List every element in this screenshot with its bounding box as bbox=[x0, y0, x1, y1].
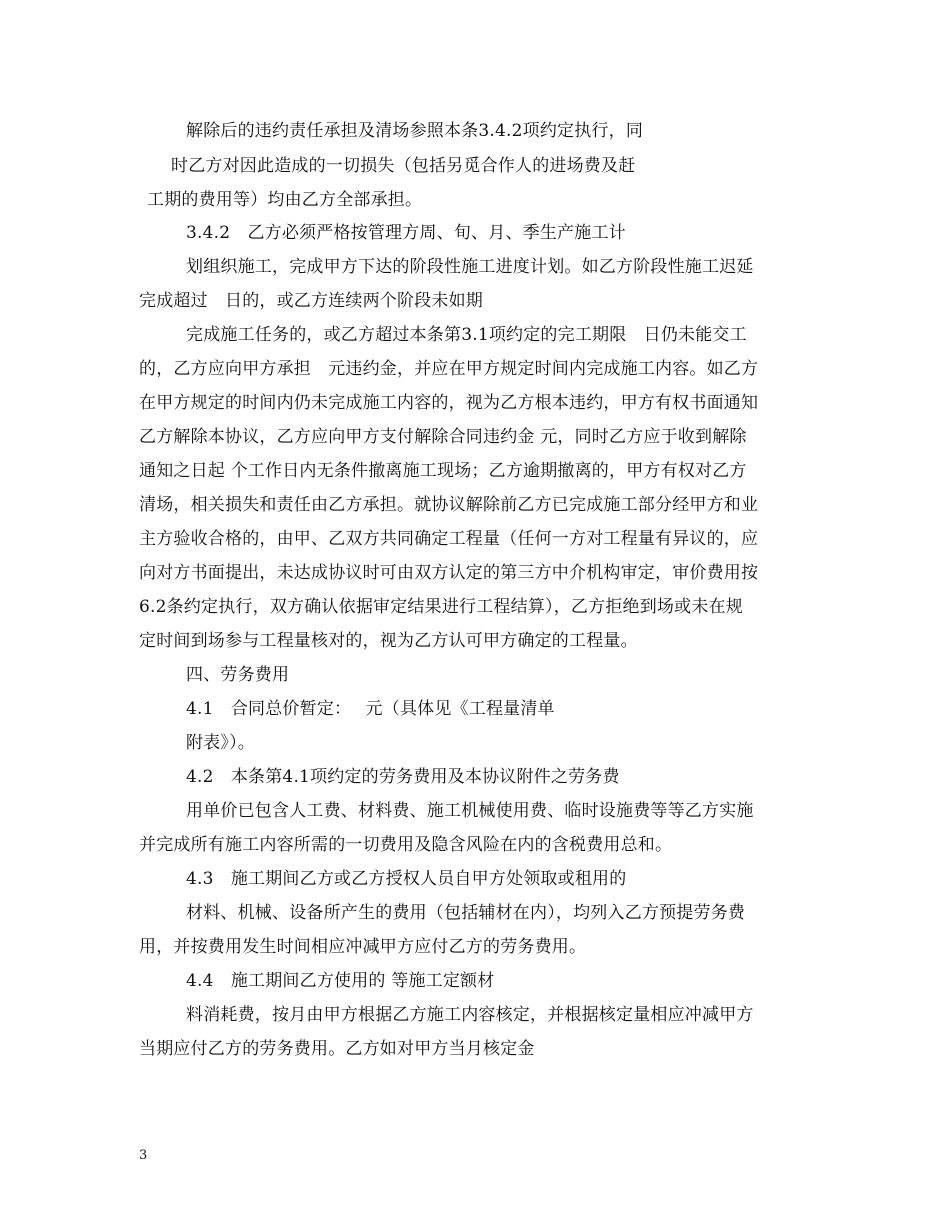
text-line-1: 解除后的违约责任承担及清场参照本条3.4.2项约定执行，同 bbox=[186, 121, 644, 141]
text-line-14: 向对方书面提出，未达成协议时可由双方认定的第三方中介机构审定，审价费用按 bbox=[139, 563, 759, 583]
text-line-22: 并完成所有施工内容所需的一切费用及隐含风险在内的含税费用总和。 bbox=[139, 835, 673, 855]
text-line-18: 4.1 合同总价暂定： 元（具体见《工程量清单 bbox=[186, 699, 555, 719]
text-line-27: 料消耗费，按月由甲方根据乙方施工内容核定，并根据核定量相应冲减甲方 bbox=[186, 1005, 754, 1025]
text-line-13: 主方验收合格的，由甲、乙双方共同确定工程量（任何一方对工程量有异议的，应 bbox=[139, 529, 759, 549]
text-line-15: 6.2条约定执行，双方确认依据审定结果进行工程结算），乙方拒绝到场或未在规 bbox=[139, 597, 743, 617]
page-number: 3 bbox=[139, 1148, 148, 1163]
text-line-25: 用，并按费用发生时间相应冲减甲方应付乙方的劳务费用。 bbox=[139, 937, 587, 957]
text-line-16: 定时间到场参与工程量核对的，视为乙方认可甲方确定的工程量。 bbox=[139, 631, 638, 651]
text-line-10: 乙方解除本协议，乙方应向甲方支付解除合同违约金 元，同时乙方应于收到解除 bbox=[139, 427, 747, 447]
text-line-11: 通知之日起 个工作日内无条件撤离施工现场；乙方逾期撤离的，甲方有权对乙方 bbox=[139, 461, 747, 481]
text-line-19: 附表》）。 bbox=[186, 733, 255, 753]
text-line-23: 4.3 施工期间乙方或乙方授权人员自甲方处领取或租用的 bbox=[186, 869, 627, 889]
text-line-28: 当期应付乙方的劳务费用。乙方如对甲方当月核定金 bbox=[139, 1039, 535, 1059]
section-heading: 四、劳务费用 bbox=[186, 665, 290, 685]
text-line-8: 的，乙方应向甲方承担 元违约金，并应在甲方规定时间内完成施工内容。如乙方 bbox=[139, 359, 759, 379]
text-line-6: 完成超过 日的，或乙方连续两个阶段未如期 bbox=[139, 291, 483, 311]
text-line-24: 材料、机械、设备所产生的费用（包括辅材在内），均列入乙方预提劳务费 bbox=[186, 903, 746, 923]
text-line-21: 用单价已包含人工费、材料费、施工机械使用费、临时设施费等等乙方实施 bbox=[186, 801, 754, 821]
text-line-7: 完成施工任务的，或乙方超过本条第3.1项约定的完工期限 日仍未能交工 bbox=[186, 325, 747, 345]
text-line-12: 清场，相关损失和责任由乙方承担。就协议解除前乙方已完成施工部分经甲方和业 bbox=[139, 495, 759, 515]
text-line-9: 在甲方规定的时间内仍未完成施工内容的，视为乙方根本违约，甲方有权书面通知 bbox=[139, 393, 759, 413]
text-line-4: 3.4.2 乙方必须严格按管理方周、旬、月、季生产施工计 bbox=[186, 223, 626, 243]
text-line-3: 工期的费用等）均由乙方全部承担。 bbox=[147, 190, 423, 210]
text-line-26: 4.4 施工期间乙方使用的 等施工定额材 bbox=[186, 971, 495, 991]
text-line-5: 划组织施工，完成甲方下达的阶段性施工进度计划。如乙方阶段性施工迟延 bbox=[186, 257, 754, 277]
text-line-20: 4.2 本条第4.1项约定的劳务费用及本协议附件之劳务费 bbox=[186, 767, 620, 787]
text-line-2: 时乙方对因此造成的一切损失（包括另觅合作人的进场费及赶 bbox=[171, 156, 636, 176]
